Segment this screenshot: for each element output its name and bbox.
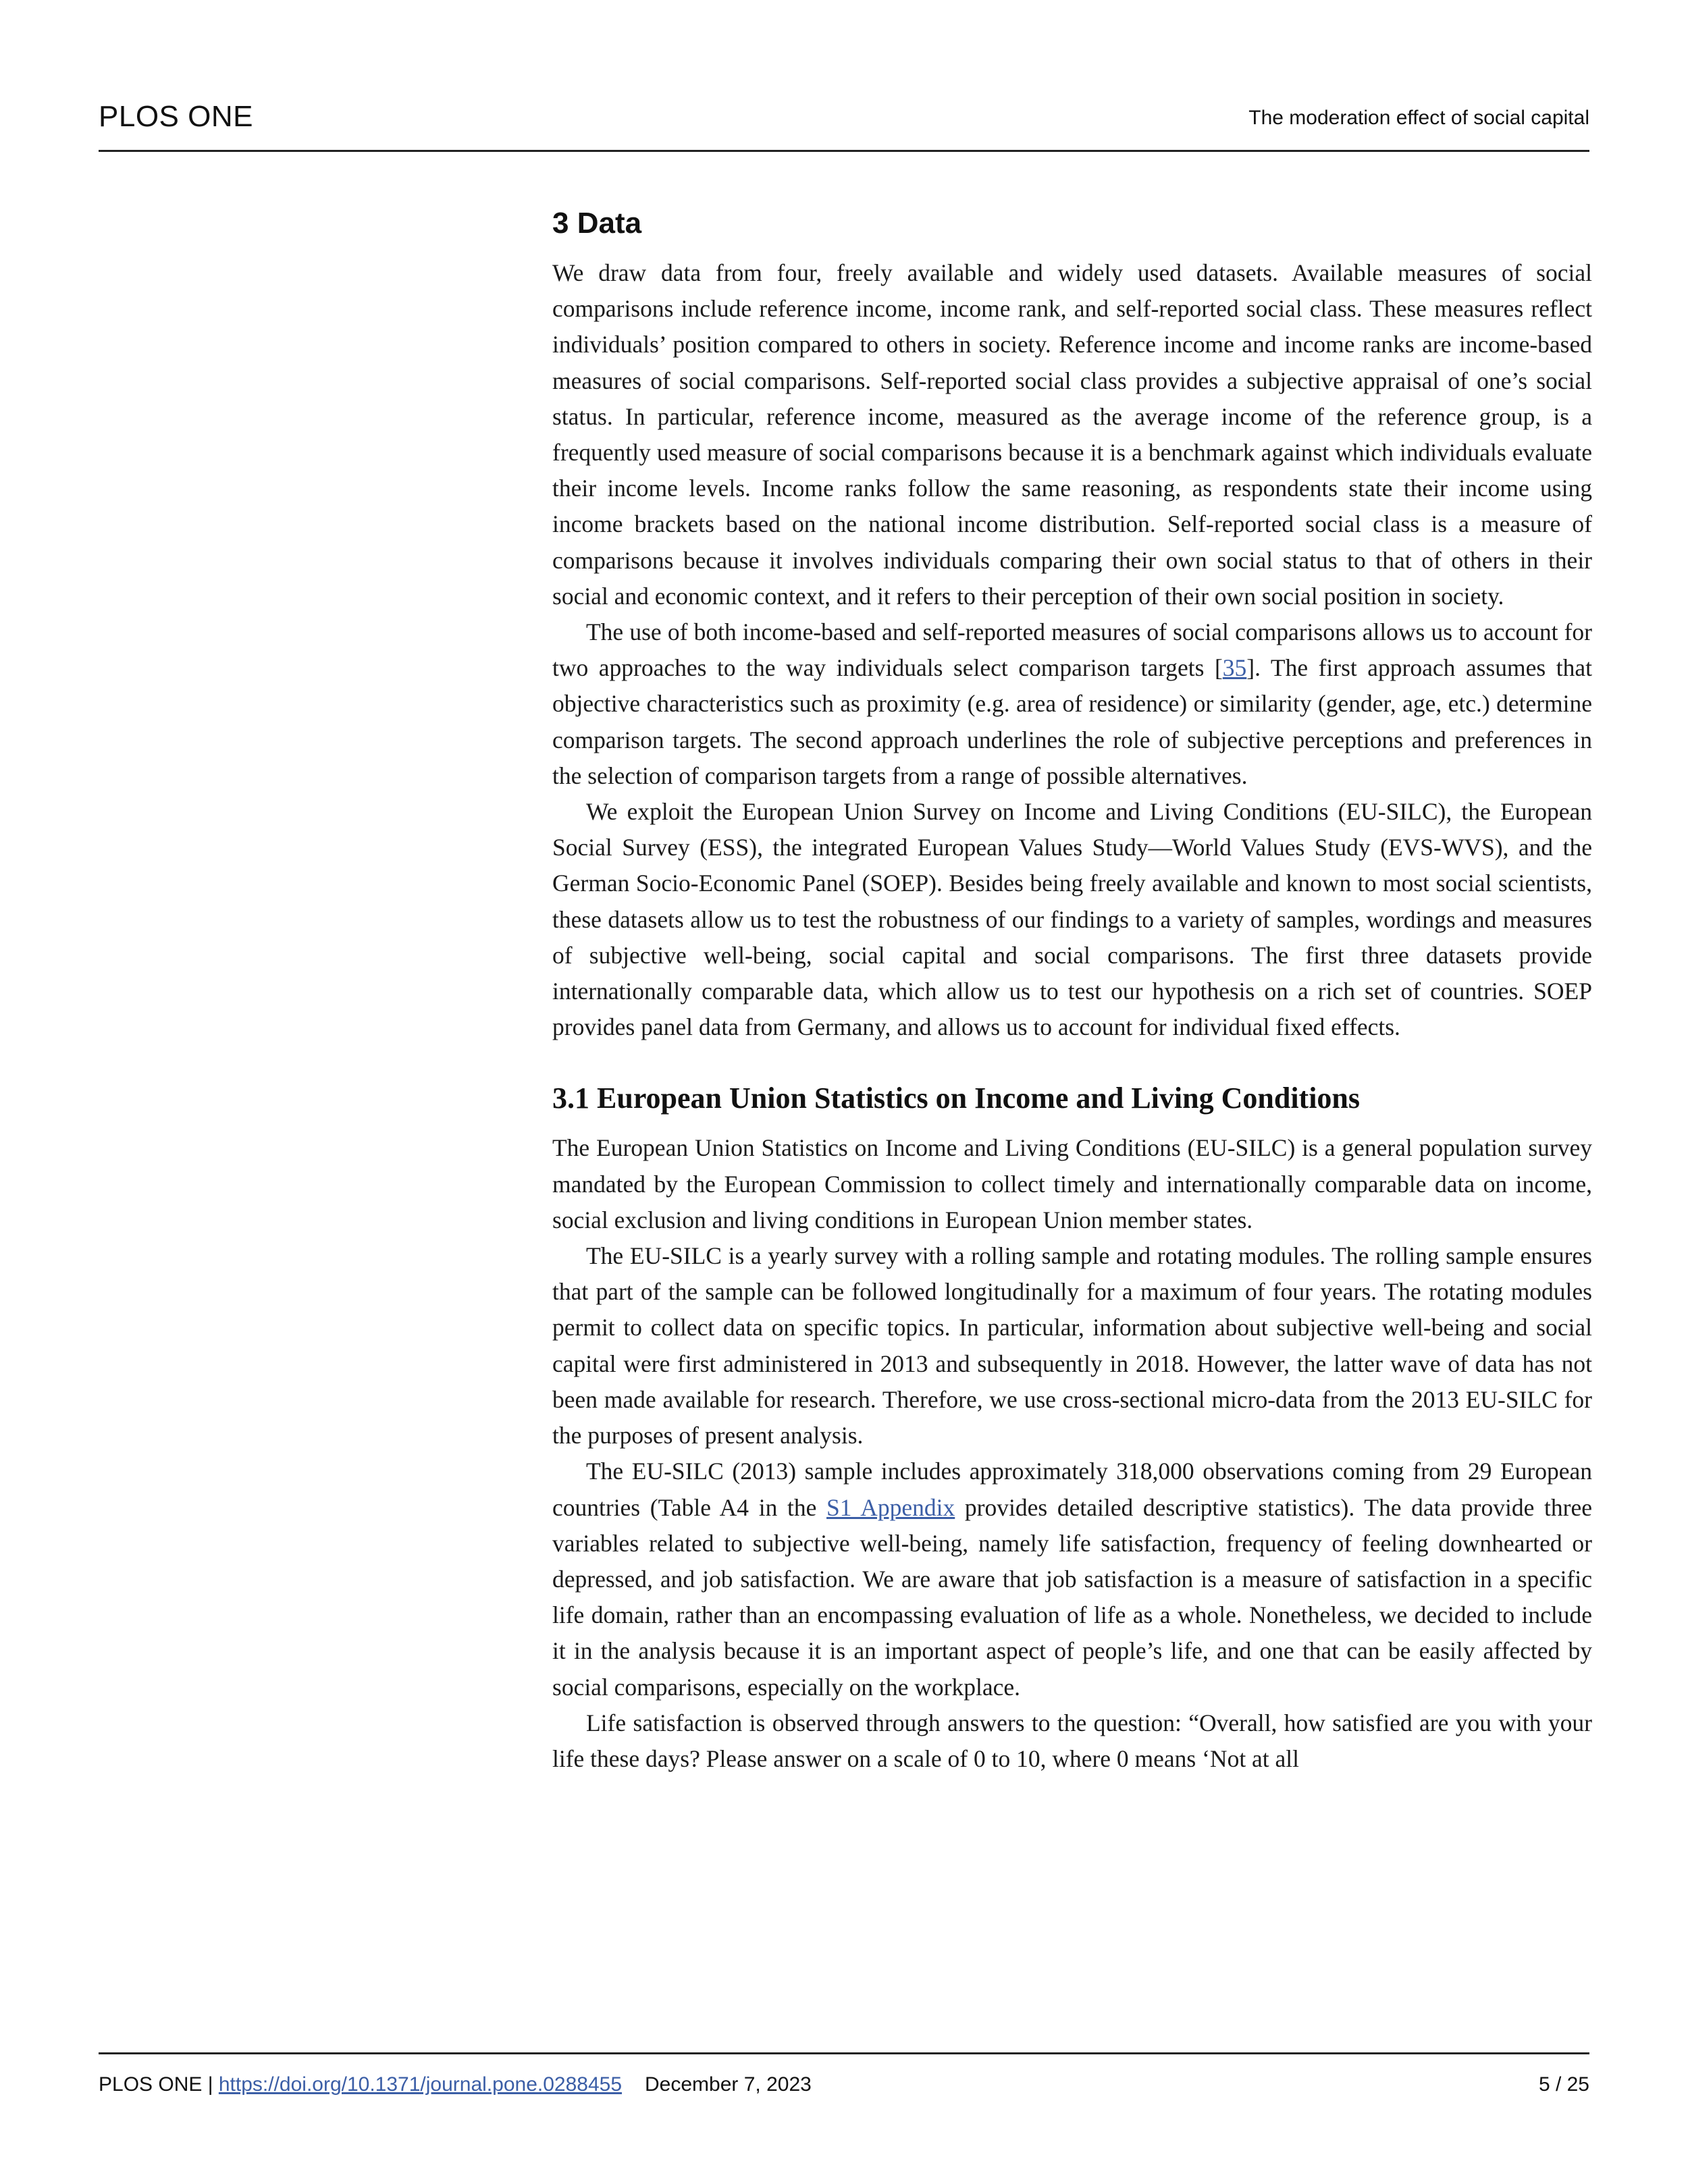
doi-link[interactable]: https://doi.org/10.1371/journal.pone.0288455 [218, 2073, 623, 2096]
publication-date: December 7, 2023 [645, 2073, 812, 2096]
page-header [99, 93, 1589, 152]
paragraph: The European Union Statistics on Income and Living Conditions (EU-SILC) is a general population survey mandated by the European Commission to collect timely and internationally comparable data on income, social exclusion and living conditions in European Union member states. [552, 1134, 1592, 1233]
paragraph [552, 614, 1592, 794]
paragraph-text: provides detailed descriptive statistics). The data provide three variables related to subjective well-being, namely life satisfaction, frequency of feeling downhearted or depressed, and job satisfaction. We are aware that job satisfaction is a measure of satisfaction in a specific life domain, rather than an encompassing evaluation of life as a whole. Nonetheless, we decided to include it in the analysis because it is an important aspect of people’s life, and one that can be easily affected by social comparisons, especially on the workplace. [552, 1493, 1592, 1701]
running-title: The moderation effect of social capital [1248, 107, 1589, 129]
paragraph: We exploit the European Union Survey on Income and Living Conditions (EU-SILC), the European Social Survey (ESS), the integrated European Values Study—World Values Study (EVS-WVS), and the German Socio-Economic Panel (SOEP). Besides being freely available and known to most social scientists, these datasets allow us to test the robustness of our findings to a variety of samples, wordings and measures of subjective well-being, social capital and social comparisons. The first three datasets provide internationally comparable data, which allow us to test our hypothesis on a rich set of countries. SOEP provides panel data from Germany, and allows us to account for individual fixed effects. [552, 798, 1592, 1041]
paragraph: The EU-SILC is a yearly survey with a rolling sample and rotating modules. The rolling sample ensures that part of the sample can be followed longitudinally for a maximum of four years. The rotating modules permit to collect data on specific topics. In particular, information about subjective well-being and social capital were first administered in 2013 and subsequently in 2018. However, the latter wave of data has not been made available for research. Therefore, we use cross-sectional micro-data from the 2013 EU-SILC for the purposes of present analysis. [552, 1242, 1592, 1449]
appendix-link[interactable]: S1 Appendix [826, 1493, 955, 1521]
footer-journal: PLOS ONE | [99, 2073, 219, 2096]
paragraph: Life satisfaction is observed through answers to the question: “Overall, how satisfied are you with your life these days? Please answer on a scale of 0 to 10, where 0 means ‘Not at all [552, 1709, 1592, 1772]
journal-name: PLOS ONE [99, 100, 253, 133]
citation-link[interactable]: 35 [1222, 654, 1247, 682]
article-body [552, 203, 1592, 1777]
paragraph-text: The use of both income-based and self-reported measures of social comparisons allows us to account for two approaches to the way individuals select comparison targets [ [552, 618, 1592, 682]
subsection-heading: 3.1 European Union Statistics on Income and Living Conditions [552, 1082, 1361, 1115]
page-number: 5 / 25 [1538, 2073, 1589, 2096]
paragraph [552, 1454, 1592, 1705]
paragraph-text: ]. The first approach assumes that objective characteristics such as proximity (e.g. area of residence) or similarity (gender, age, etc.) determine comparison targets. The second approach underlines the role of subjective perceptions and preferences in the selection of comparison targets from a range of possible alternatives. [552, 654, 1593, 789]
footer-citation [99, 2073, 812, 2096]
paragraph: We draw data from four, freely available and widely used datasets. Available measures of social comparisons include reference income, income rank, and self-reported social class. These measures reflect individuals’ position compared to others in society. Reference income and income ranks are income-based measures of social comparisons. Self-reported social class provides a subjective appraisal of one’s social status. In particular, reference income, measured as the average income of the reference group, is a frequently used measure of social comparisons because it is a benchmark against which individuals evaluate their income levels. Income ranks follow the same reasoning, as respondents state their income using income brackets based on the national income distribution. Self-reported social class is a measure of comparisons because it involves individuals comparing their own social status to that of others in their social and economic context, and it refers to their perception of their own social position in society. [552, 259, 1592, 610]
paragraph-text: The EU-SILC (2013) sample includes approximately 318,000 observations coming from 29 European countries (Table A4 in the [552, 1458, 1592, 1521]
page-footer [99, 2052, 1589, 2095]
section-heading: 3 Data [552, 207, 642, 240]
